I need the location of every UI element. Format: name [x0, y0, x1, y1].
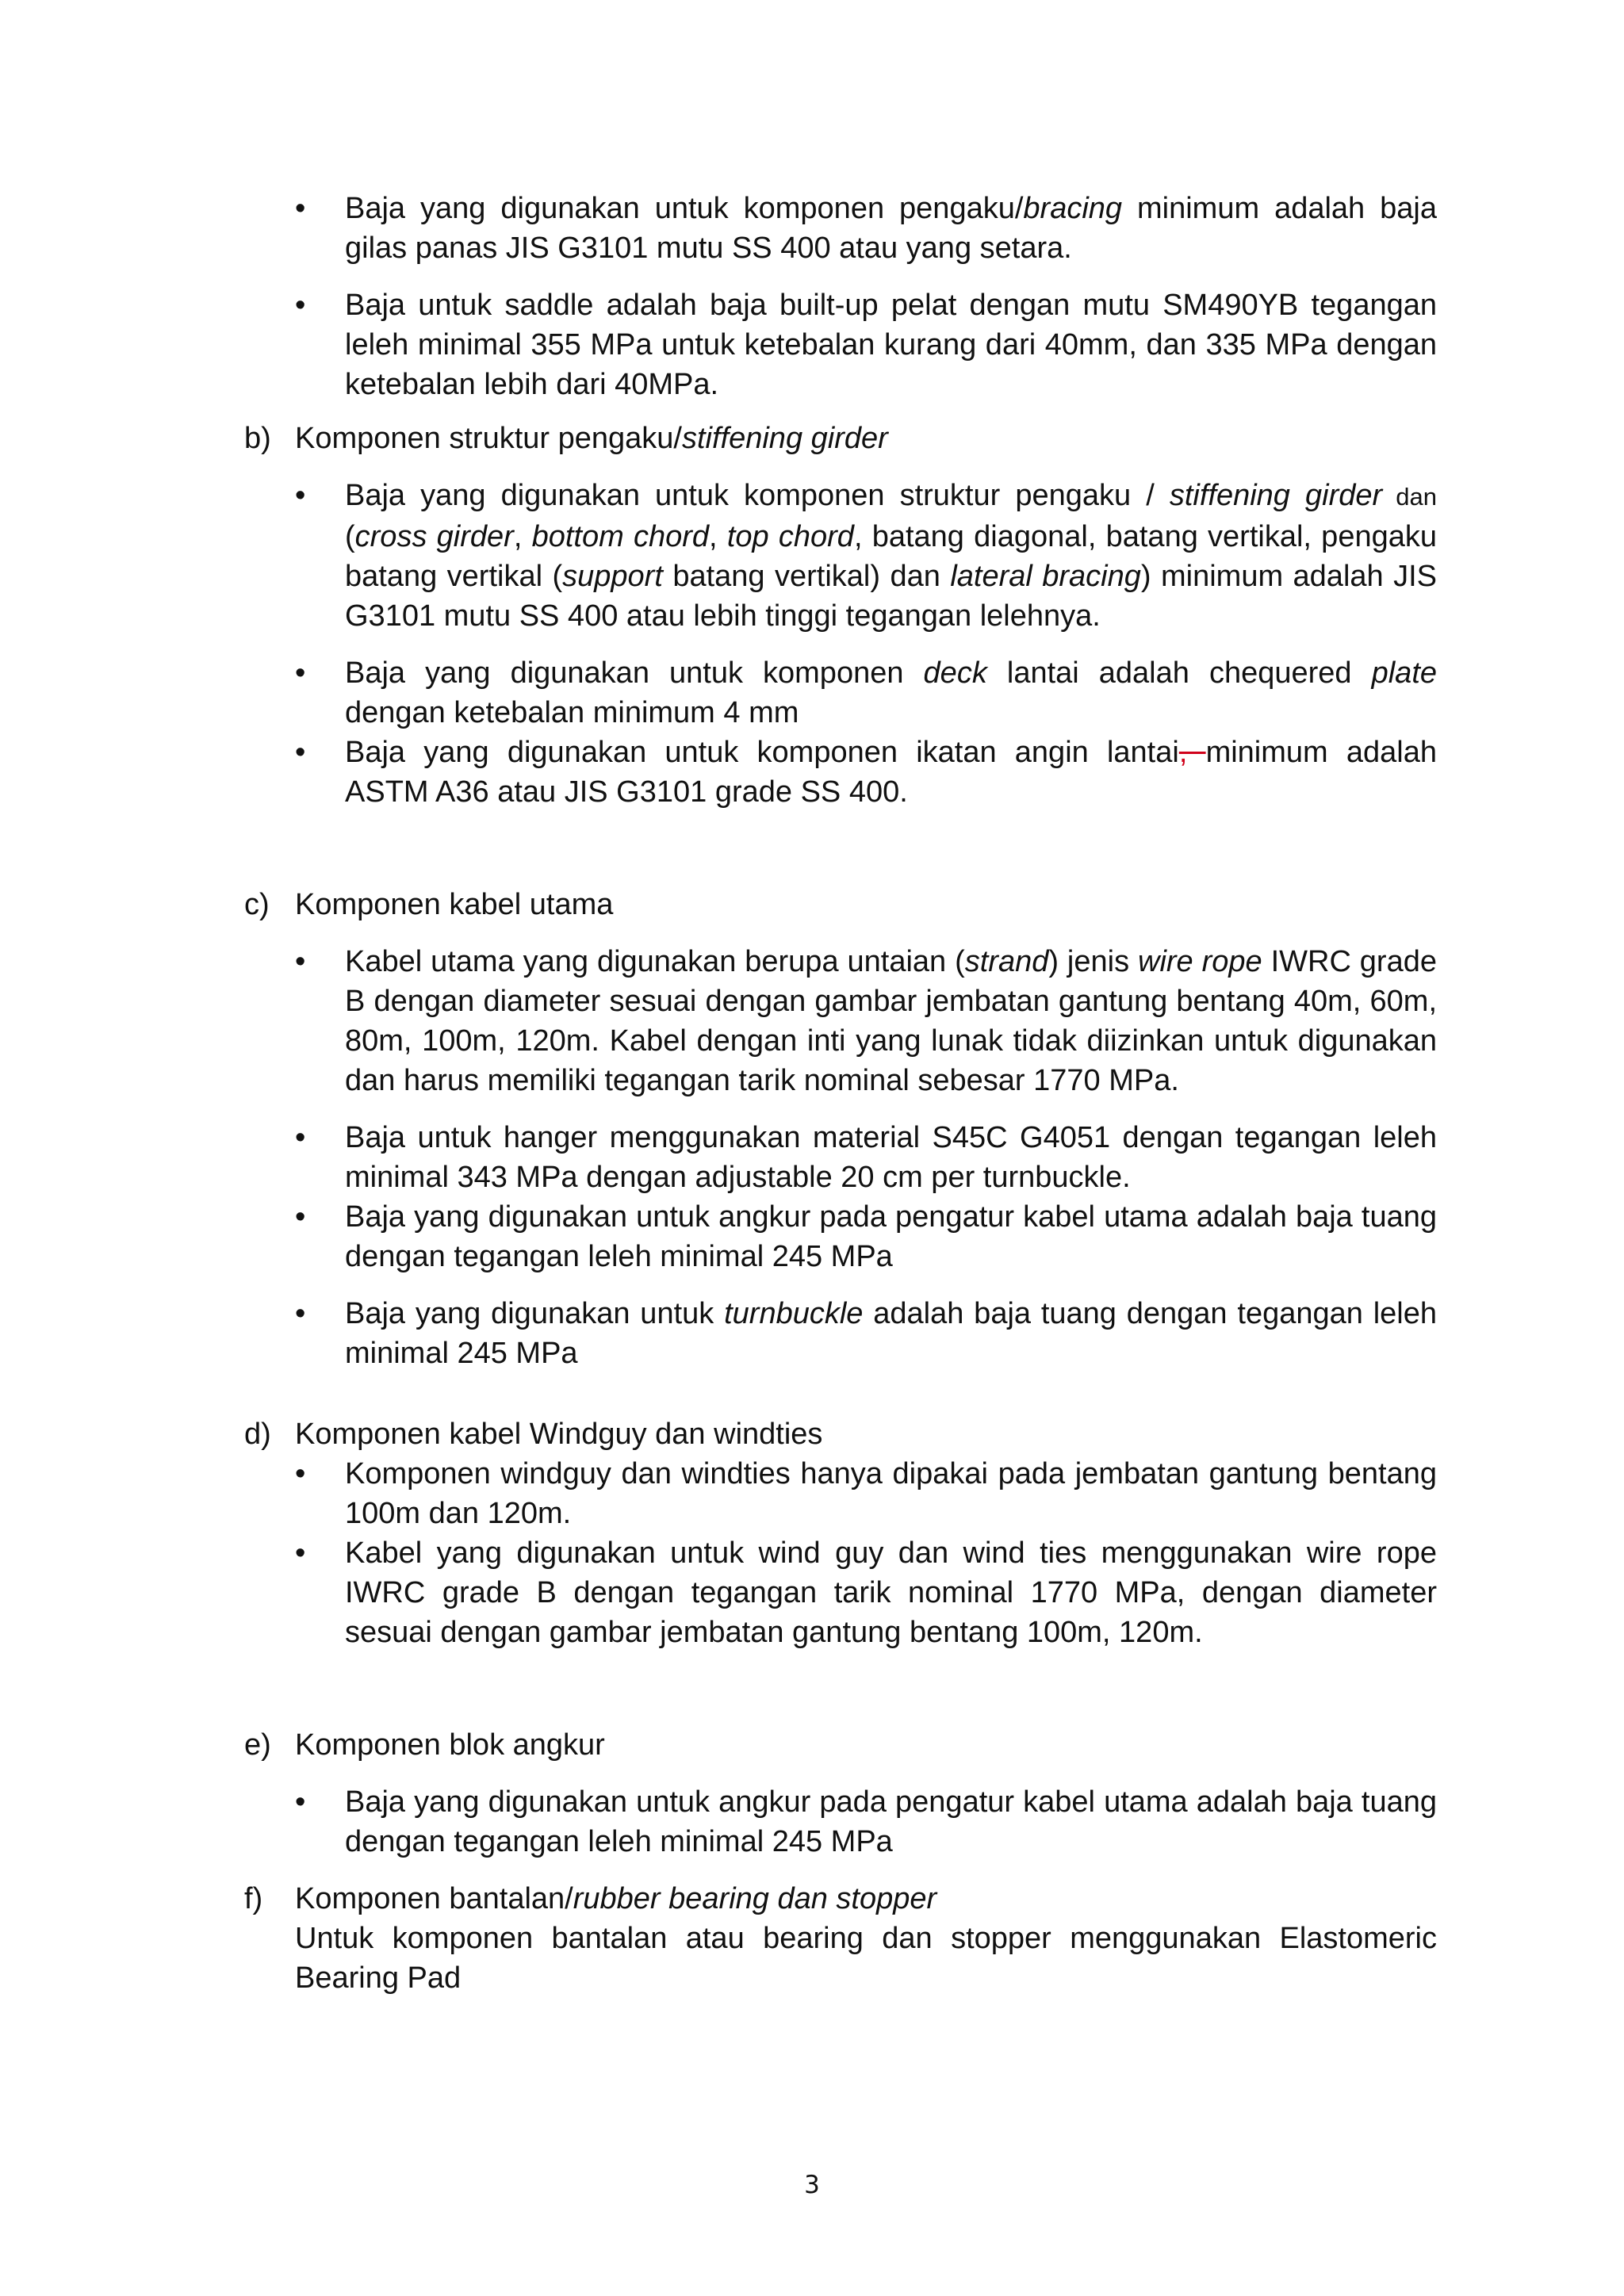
section-heading: [244, 1414, 1437, 1454]
paragraph: [244, 1919, 1437, 1998]
text-run: Komponen windguy dan windties hanya dipakai pada jembatan gantung bentang 100m dan 120m.: [345, 1457, 1437, 1530]
section-label: d): [244, 1418, 271, 1451]
text-run: Kabel utama yang digunakan berupa untaian (: [345, 945, 965, 978]
italic-term: strand: [964, 945, 1049, 978]
bullet-item: [244, 653, 1437, 733]
text-run: ,: [513, 520, 532, 553]
bullet-text: [345, 476, 1437, 636]
bullet-item: [244, 1118, 1437, 1197]
section-title: [295, 1418, 822, 1451]
text-run: ) minimum adalah JIS G3101 mutu SS 400 atau lebih tinggi tegangan lelehnya.: [345, 560, 1437, 633]
text-run: Komponen kabel Windguy dan windties: [295, 1418, 823, 1451]
italic-term: bracing: [1023, 192, 1123, 225]
bullet-text: [345, 1118, 1437, 1197]
text-run: Baja untuk hanger menggunakan material S45C G4051 dengan tegangan leleh minimal 343 MPa dengan adjustable 20 cm per turnbuckle.: [345, 1121, 1437, 1194]
bullet-item: [244, 285, 1437, 404]
section-title: [295, 1882, 936, 1915]
italic-term: stiffening girder: [681, 422, 888, 455]
italic-term: cross girder: [354, 520, 514, 553]
italic-term: plate: [1371, 656, 1438, 690]
text-run: dengan ketebalan minimum 4 mm: [345, 696, 799, 729]
italic-term: deck: [923, 656, 987, 690]
text-run: IWRC grade B dengan diameter sesuai dengan gambar jembatan gantung bentang 40m, 60m, 80m, 100m, 120m. Kabel dengan inti yang lunak tidak diizinkan untuk digunakan dan harus memiliki tegangan tarik nominal sebesar 1770 MPa.: [345, 945, 1437, 1097]
text-run: Baja yang digunakan untuk komponen: [345, 656, 924, 690]
text-run: lantai adalah chequered: [986, 656, 1372, 690]
bullet-text: [345, 733, 1437, 812]
bullet-text: [345, 1197, 1437, 1276]
bullet-item: [244, 1197, 1437, 1276]
text-run: batang vertikal) dan: [662, 560, 951, 593]
text-run: Untuk komponen bantalan atau bearing dan stopper menggunakan Elastomeric Bearing Pad: [295, 1922, 1437, 1995]
bullet-item: [244, 476, 1437, 636]
italic-term: rubber bearing dan stopper: [573, 1882, 937, 1915]
text-run: adalah baja tuang dengan tegangan leleh minimal 245 MPa: [345, 1297, 1437, 1370]
bullet-item: [244, 942, 1437, 1100]
text-run: Kabel yang digunakan untuk wind guy dan wind ties menggunakan wire rope IWRC grade B dengan tegangan tarik nominal 1770 MPa, dengan diameter sesuai dengan gambar jembatan gantung bentang 100m, 120m.: [345, 1536, 1437, 1649]
italic-term: bottom chord: [531, 520, 710, 553]
bullet-item: [244, 1533, 1437, 1652]
text-run: Komponen struktur pengaku/: [295, 422, 682, 455]
bullet-text: [345, 942, 1437, 1100]
italic-term: top chord: [726, 520, 854, 553]
bullet-text: [345, 653, 1437, 733]
text-run: dan: [1382, 483, 1437, 511]
bullet-item: [244, 1782, 1437, 1862]
document-body: [244, 189, 1437, 1998]
text-run: Komponen kabel utama: [295, 888, 614, 921]
section-label: c): [244, 888, 270, 921]
section-title: [295, 888, 613, 921]
section-label: f): [244, 1882, 263, 1915]
bullet-item: [244, 189, 1437, 268]
text-run: Komponen bantalan/: [295, 1882, 573, 1915]
bullet-item: [244, 733, 1437, 812]
text-run: , batang diagonal, batang vertikal, pengaku batang vertikal (: [345, 520, 1437, 593]
page-number: 3: [804, 2171, 820, 2199]
section-title: [295, 422, 888, 455]
text-run: Baja yang digunakan untuk angkur pada pengatur kabel utama adalah baja tuang dengan tegangan leleh minimal 245 MPa: [345, 1200, 1437, 1273]
italic-term: stiffening girder: [1169, 479, 1383, 512]
italic-term: wire rope: [1138, 945, 1262, 978]
section-heading: [244, 885, 1437, 924]
bullet-text: [345, 189, 1437, 268]
text-run: Baja yang digunakan untuk: [345, 1297, 725, 1330]
bullet-text: [345, 1454, 1437, 1533]
text-run: (: [345, 520, 355, 553]
bullet-text: [345, 1294, 1437, 1373]
text-run: minimum adalah baja gilas panas JIS G3101 mutu SS 400 atau yang setara.: [345, 192, 1437, 265]
section-heading: [244, 419, 1437, 458]
italic-term: support: [562, 560, 663, 593]
section-label: b): [244, 422, 271, 455]
bullet-text: [345, 285, 1437, 404]
bullet-text: [345, 1533, 1437, 1652]
italic-term: lateral bracing: [950, 560, 1141, 593]
section-heading: [244, 1725, 1437, 1765]
text-run: Komponen blok angkur: [295, 1728, 605, 1762]
text-run: Baja yang digunakan untuk komponen struktur pengaku /: [345, 479, 1170, 512]
text-run: ) jenis: [1048, 945, 1138, 978]
bullet-text: [345, 1782, 1437, 1862]
text-run: ,: [709, 520, 727, 553]
text-run: Baja yang digunakan untuk komponen pengaku/: [345, 192, 1024, 225]
section-heading: [244, 1879, 1437, 1919]
bullet-item: [244, 1294, 1437, 1373]
text-run: ,: [1178, 736, 1206, 769]
bullet-item: [244, 1454, 1437, 1533]
section-label: e): [244, 1728, 271, 1762]
section-title: [295, 1728, 605, 1762]
italic-term: turnbuckle: [724, 1297, 864, 1330]
text-run: Baja yang digunakan untuk komponen ikatan angin lantai: [345, 736, 1179, 769]
text-run: Baja yang digunakan untuk angkur pada pengatur kabel utama adalah baja tuang dengan tegangan leleh minimal 245 MPa: [345, 1785, 1437, 1858]
text-run: Baja untuk saddle adalah baja built-up pelat dengan mutu SM490YB tegangan leleh minimal 355 MPa untuk ketebalan kurang dari 40mm, dan 335 MPa dengan ketebalan lebih dari 40MPa.: [345, 289, 1437, 401]
text-run: minimum adalah ASTM A36 atau JIS G3101 grade SS 400.: [345, 736, 1437, 809]
